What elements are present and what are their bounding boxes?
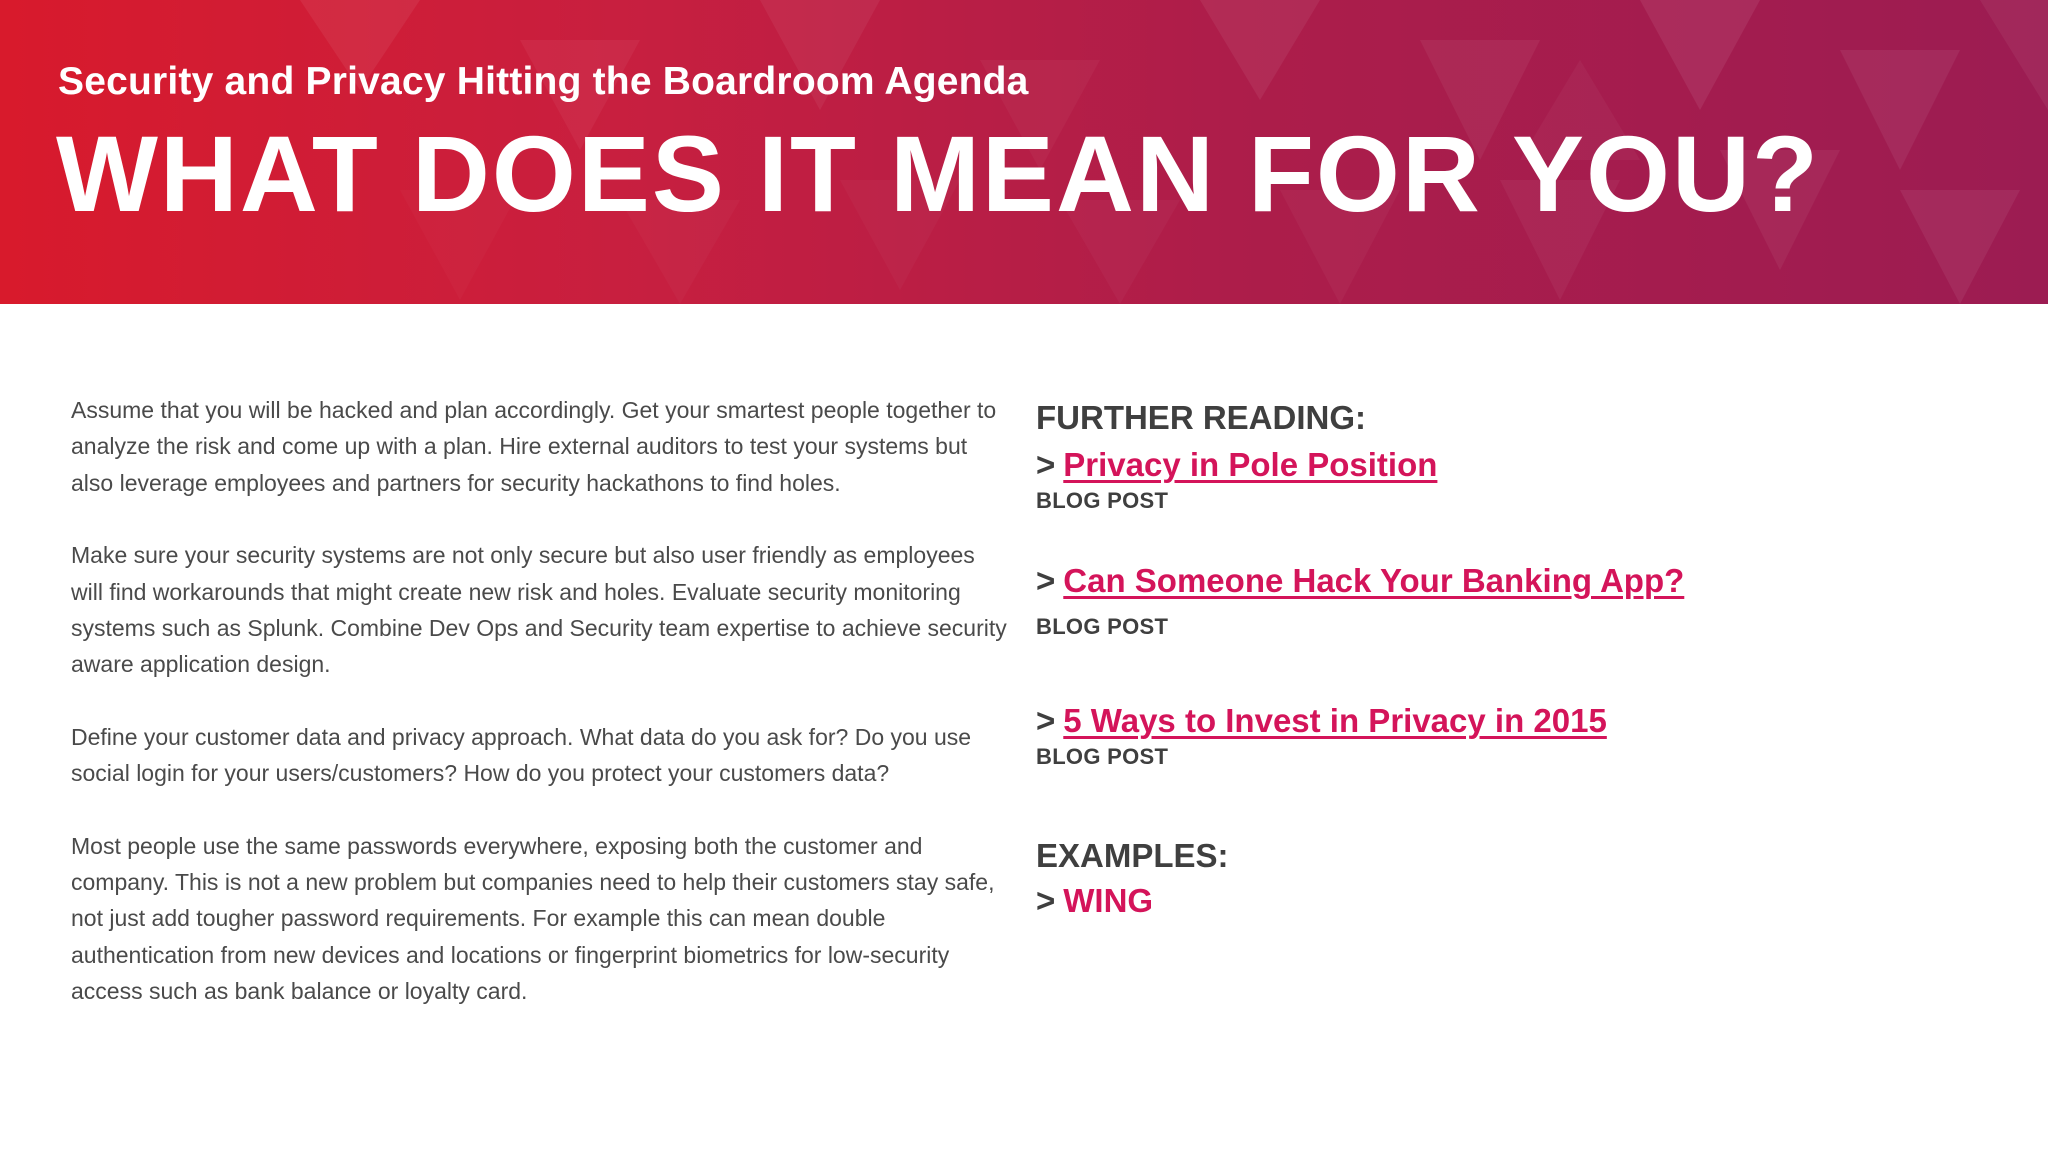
arrow-icon: > <box>1036 446 1056 483</box>
paragraph-hacked: Assume that you will be hacked and plan accordingly. Get your smartest people together to analyze the risk and come up with a plan. Hire external auditors to test your systems but also leverage employees and partners for security hackathons to find holes. <box>71 397 997 496</box>
link-hack-banking-app[interactable]: Can Someone Hack Your Banking App? <box>1063 562 1685 599</box>
header-banner <box>0 0 2048 304</box>
link-privacy-pole-position[interactable]: Privacy in Pole Position <box>1063 446 1438 483</box>
arrow-icon: > <box>1036 882 1056 919</box>
sidebar <box>1036 396 1996 924</box>
reading-item <box>1036 442 1996 514</box>
link-invest-privacy-2015[interactable]: 5 Ways to Invest in Privacy in 2015 <box>1063 702 1607 739</box>
further-reading-heading: FURTHER READING: <box>1036 399 1366 436</box>
paragraph-passwords: Most people use the same passwords everywhere, exposing both the customer and company. This is not a new problem but companies need to help their customers stay safe, not just add tougher password requirements. For example this can mean double authentication from new devices and locations or fingerprint biometrics for low-security access such as bank balance or loyalty card. <box>71 832 995 1005</box>
reading-item <box>1036 698 1996 770</box>
blog-post-tag: BLOG POST <box>1036 614 1169 639</box>
blog-post-tag: BLOG POST <box>1036 488 1169 513</box>
examples-heading: EXAMPLES: <box>1036 837 1229 874</box>
paragraph-customer-data: Define your customer data and privacy approach. What data do you ask for? Do you use social login for your users/customers? How do you protect your customers data? <box>71 723 972 787</box>
slide-title: WHAT DOES IT MEAN FOR YOU? <box>56 113 1820 234</box>
paragraph-user-friendly: Make sure your security systems are not only secure but also user friendly as employees will find workarounds that might create new risk and holes. Evaluate security monitoring systems such as Splunk. Combine Dev Ops and Security team expertise to achieve security aware application design. <box>71 542 1007 678</box>
arrow-icon: > <box>1036 562 1056 599</box>
slide-subtitle: Security and Privacy Hitting the Boardroom Agenda <box>58 60 1029 103</box>
link-wing[interactable]: WING <box>1063 882 1154 919</box>
reading-item <box>1036 558 1996 640</box>
body-text-column <box>71 392 1011 1046</box>
arrow-icon: > <box>1036 702 1056 739</box>
blog-post-tag: BLOG POST <box>1036 744 1169 769</box>
